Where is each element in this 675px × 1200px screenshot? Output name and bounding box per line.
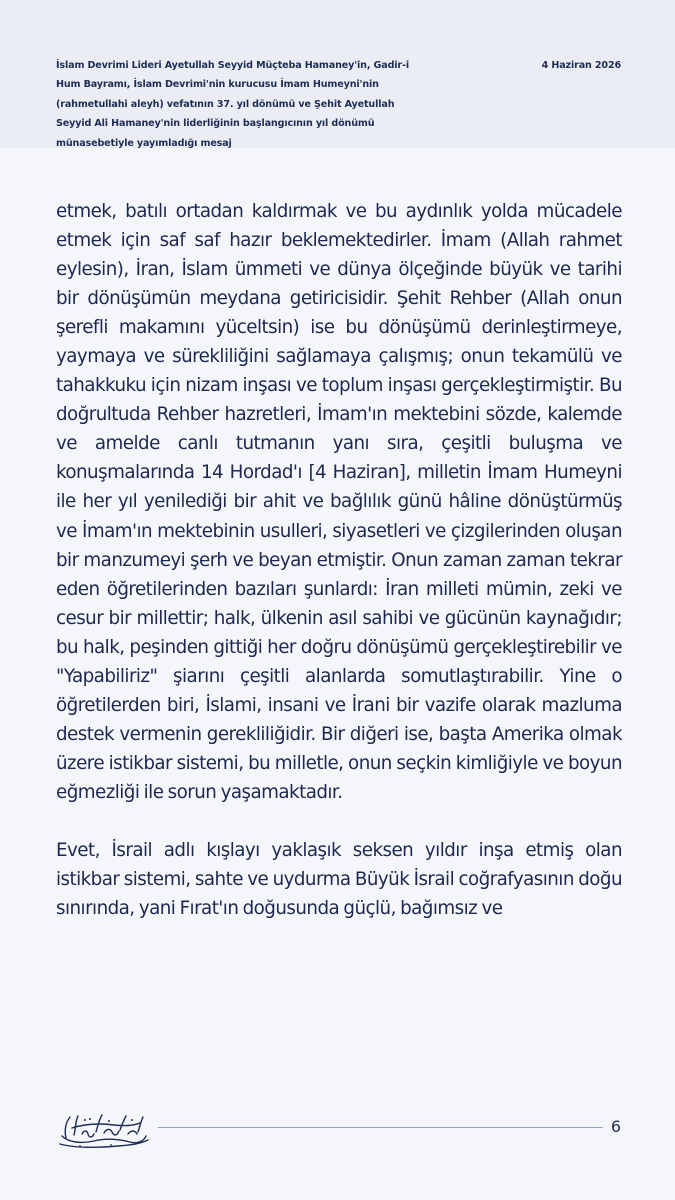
message-date: 4 Haziran 2026 [541, 60, 621, 71]
footer-rule [158, 1127, 603, 1128]
message-title: İslam Devrimi Lideri Ayetullah Seyyid Müçteba Hamaney'in, Gadir-i Hum Bayramı, İslam Devrimi'nin kurucusu İmam Humeyni'nin (rahmetullahi aleyh) vefatının 37. yıl dönümü ve Şehit Ayetullah Seyyid Ali Hamaney'nin liderliğinin başlangıcının yıl dönümü münasebetiyle yayımladığı mesaj [56, 60, 409, 149]
body-paragraph: Evet, İsrail adlı kışlayı yaklaşık seksen yıldır inşa etmiş olan istikbar sistemi, sahte ve uydurma Büyük İsrail coğrafyasının doğu sınırında, yani Fırat'ın doğusunda güçlü, bağımsız ve [56, 839, 622, 920]
page-number: 6 [610, 1117, 621, 1136]
page-footer [0, 1104, 675, 1152]
body-paragraph: etmek, batılı ortadan kaldırmak ve bu aydınlık yolda mücadele etmek için saf saf hazır beklemektedirler. İmam (Allah rahmet eylesin), İran, İslam ümmeti ve dünya ölçeğinde büyük ve tarihi bir dönüşümün meydana getiricisidir. Şehit Rehber (Allah onun şerefli makamını yüceltsin) ise bu dönüşümü derinleştirmeye, yaymaya ve sürekliliğini sağlamaya çalışmış; onun tekamülü ve tahakkuku için nizam inşası ve toplum inşası gerçekleştirmiştir. Bu doğrultuda Rehber hazretleri, İmam'ın mektebini sözde, kalemde ve amelde canlı tutmanın yanı sıra, çeşitli buluşma ve konuşmalarında 14 Hordad'ı [4 Haziran], milletin İmam Humeyni ile her yıl yenilediği bir ahit ve bağlılık günü hâline dönüştürmüş ve İmam'ın mektebinin usulleri, siyasetleri ve çizgilerinden oluşan bir manzumeyi şerh ve beyan etmiştir. Onun zaman zaman tekrar eden öğretilerinden bazıları şunlardı: İran milleti mümin, zeki ve cesur bir millettir; halk, ülkenin asıl sahibi ve gücünün kaynağıdır; bu halk, peşinden gittiği her doğru dönüşümü gerçekleştirebilir ve "Yapabiliriz" şiarını çeşitli alanlarda somutlaştırabilir. Yine o öğretilerden biri, İslami, insani ve İrani bir vazife olarak mazluma destek vermenin gerekliliğidir. Bir diğeri ise, başta Amerika olmak üzere istikbar sistemi, bu milletle, onun seçkin kimliğiyle ve boyun eğmezliği ile sorun yaşamaktadır. [56, 201, 622, 803]
message-body [56, 197, 622, 923]
header-band [0, 0, 675, 148]
calligraphy-signature-icon [54, 1108, 152, 1150]
